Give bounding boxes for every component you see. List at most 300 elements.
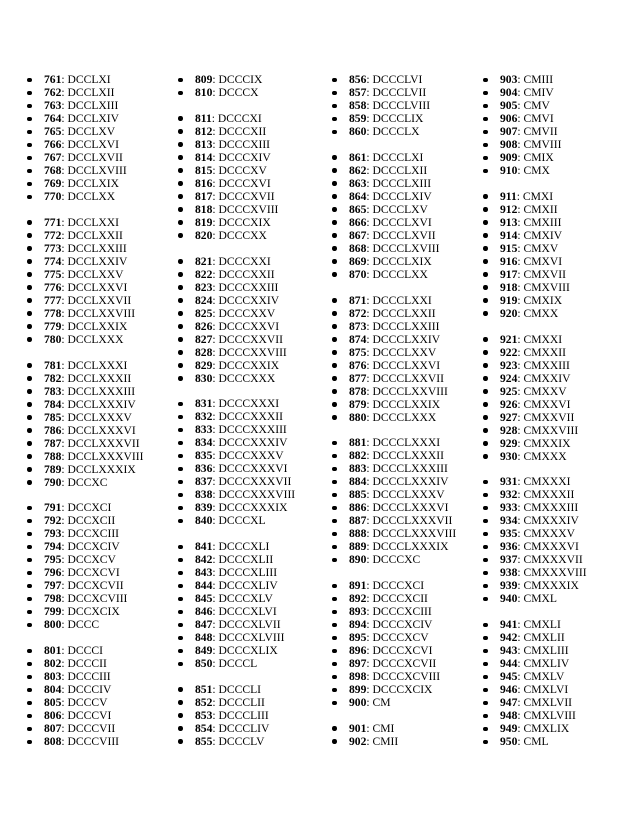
roman-numeral: CMXLVII <box>523 696 573 710</box>
list-item <box>332 203 456 216</box>
separator: : <box>517 722 524 736</box>
arabic-number: 915 <box>500 241 518 255</box>
separator: : <box>366 644 373 658</box>
arabic-number: 938 <box>500 566 518 580</box>
list-item <box>483 151 587 164</box>
separator: : <box>517 138 524 151</box>
list-item <box>178 151 295 164</box>
separator: : <box>366 721 373 735</box>
list-item <box>332 320 456 333</box>
separator: : <box>517 267 524 281</box>
roman-numeral: CMXV <box>523 241 559 255</box>
separator: : <box>61 384 68 398</box>
arabic-number: 825 <box>195 306 213 320</box>
list-item <box>332 449 456 462</box>
list-item <box>27 618 144 631</box>
list-item <box>178 346 295 359</box>
roman-numeral: DCCLXI <box>67 73 111 86</box>
roman-numeral: DCCCLI <box>218 682 262 696</box>
separator: : <box>212 319 219 333</box>
separator: : <box>366 86 373 99</box>
list-item <box>332 255 456 268</box>
list-item <box>27 553 144 566</box>
list-item <box>178 644 295 657</box>
list-item <box>483 683 587 696</box>
arabic-number: 820 <box>195 228 213 242</box>
list-item <box>178 372 295 385</box>
list-item <box>483 514 587 527</box>
separator: : <box>517 501 524 515</box>
separator: : <box>366 319 373 333</box>
list-item <box>332 372 456 385</box>
list-item <box>27 514 144 527</box>
roman-numeral: DCCCXCIV <box>372 618 433 632</box>
roman-numeral: DCCLXXXIII <box>67 384 136 398</box>
roman-numeral: DCCCXLII <box>218 553 274 567</box>
list-item <box>332 631 456 644</box>
arabic-number: 866 <box>349 215 367 229</box>
list-item <box>483 579 587 592</box>
arabic-number: 783 <box>44 384 62 398</box>
roman-numeral: DCCLXIII <box>67 99 119 112</box>
separator: : <box>61 644 68 658</box>
list-item <box>27 86 144 99</box>
separator: : <box>366 696 373 710</box>
separator: : <box>212 306 219 320</box>
list-item <box>27 709 144 722</box>
separator: : <box>366 397 373 411</box>
arabic-number: 813 <box>195 137 213 151</box>
list-item <box>483 411 587 424</box>
list-item <box>332 151 456 164</box>
roman-numeral: DCCLXXXVII <box>67 436 140 450</box>
list-item <box>332 333 456 346</box>
arabic-number: 913 <box>500 215 518 229</box>
roman-numeral: DCCCXLVI <box>218 605 277 619</box>
roman-numeral: DCCCLXI <box>372 150 424 164</box>
roman-numeral: DCCCXXIII <box>218 280 279 294</box>
list-item <box>27 605 144 618</box>
list-item <box>483 696 587 709</box>
arabic-number: 907 <box>500 125 518 138</box>
list-item <box>332 514 456 527</box>
separator: : <box>61 332 68 346</box>
list-item <box>178 462 295 475</box>
arabic-number: 782 <box>44 371 62 385</box>
separator: : <box>212 501 219 515</box>
separator: : <box>61 86 68 99</box>
separator: : <box>212 176 219 190</box>
arabic-number: 889 <box>349 540 367 554</box>
roman-numeral: CMXII <box>523 202 558 216</box>
arabic-number: 943 <box>500 644 518 658</box>
separator: : <box>61 605 68 619</box>
separator: : <box>366 345 373 359</box>
column-4 <box>483 73 587 761</box>
numeral-group <box>332 579 456 709</box>
arabic-number: 869 <box>349 254 367 268</box>
separator: : <box>366 670 373 684</box>
roman-numeral: DCCCXXXVI <box>218 462 288 476</box>
list-item <box>332 346 456 359</box>
list-item <box>27 99 144 112</box>
separator: : <box>366 189 373 203</box>
roman-numeral: DCCLXXX <box>67 332 124 346</box>
separator: : <box>517 527 524 541</box>
separator: : <box>61 177 68 190</box>
roman-numeral: DCCCXV <box>218 163 267 177</box>
arabic-number: 933 <box>500 501 518 515</box>
list-item <box>483 437 587 450</box>
arabic-number: 827 <box>195 332 213 346</box>
list-item <box>332 398 456 411</box>
arabic-number: 890 <box>349 553 367 567</box>
roman-numeral: DCCCLVIII <box>372 99 431 112</box>
roman-numeral: CMXXXIX <box>523 579 579 593</box>
separator: : <box>61 215 68 229</box>
list-item <box>483 722 587 735</box>
list-item <box>27 527 144 540</box>
arabic-number: 873 <box>349 319 367 333</box>
arabic-number: 851 <box>195 682 213 696</box>
list-item <box>332 501 456 514</box>
arabic-number: 764 <box>44 112 62 125</box>
arabic-number: 880 <box>349 410 367 424</box>
separator: : <box>212 254 219 268</box>
separator: : <box>61 228 68 242</box>
separator: : <box>517 618 524 632</box>
arabic-number: 885 <box>349 488 367 502</box>
arabic-number: 863 <box>349 176 367 190</box>
list-item <box>178 203 295 216</box>
separator: : <box>366 683 373 697</box>
arabic-number: 864 <box>349 189 367 203</box>
arabic-number: 894 <box>349 618 367 632</box>
roman-numeral: CMXXXIV <box>523 514 579 528</box>
list-item <box>178 216 295 229</box>
arabic-number: 816 <box>195 176 213 190</box>
list-item <box>332 696 456 709</box>
separator: : <box>212 592 219 606</box>
arabic-number: 914 <box>500 228 518 242</box>
separator: : <box>61 73 68 86</box>
list-item <box>483 203 587 216</box>
arabic-number: 862 <box>349 163 367 177</box>
arabic-number: 803 <box>44 670 62 684</box>
arabic-number: 778 <box>44 306 62 320</box>
arabic-number: 823 <box>195 280 213 294</box>
separator: : <box>212 540 219 554</box>
list-item <box>332 86 456 99</box>
roman-numeral: DCCCIV <box>67 683 112 697</box>
roman-numeral: DCCCXVIII <box>218 202 279 216</box>
separator: : <box>517 99 524 112</box>
arabic-number: 792 <box>44 514 62 528</box>
roman-numeral: CMXXXI <box>523 475 571 489</box>
list-item <box>27 242 144 255</box>
roman-numeral: DCCLXXXI <box>67 358 128 372</box>
arabic-number: 847 <box>195 618 213 632</box>
separator: : <box>61 527 68 541</box>
roman-numeral: CMXXVI <box>523 397 571 411</box>
list-item <box>332 112 456 125</box>
separator: : <box>366 215 373 229</box>
roman-numeral: DCCCLXVI <box>372 215 432 229</box>
list-item <box>27 112 144 125</box>
separator: : <box>61 540 68 554</box>
list-item <box>483 385 587 398</box>
separator: : <box>61 254 68 268</box>
list-item <box>483 372 587 385</box>
roman-numeral: CMIX <box>523 151 554 164</box>
column-3 <box>332 73 456 761</box>
arabic-number: 849 <box>195 644 213 658</box>
roman-numeral: DCCCLXXXVII <box>372 514 453 528</box>
roman-numeral: CMXXVII <box>523 410 575 424</box>
arabic-number: 794 <box>44 540 62 554</box>
separator: : <box>61 462 68 476</box>
separator: : <box>212 293 219 307</box>
list-item <box>178 307 295 320</box>
list-item <box>483 112 587 125</box>
separator: : <box>517 670 524 684</box>
arabic-number: 899 <box>349 683 367 697</box>
separator: : <box>212 618 219 632</box>
separator: : <box>517 332 524 346</box>
list-item <box>27 476 144 489</box>
list-item <box>483 138 587 151</box>
separator: : <box>61 112 68 125</box>
separator: : <box>212 371 219 385</box>
roman-numeral: DCCCXLVIII <box>218 631 285 645</box>
arabic-number: 944 <box>500 657 518 671</box>
list-item <box>178 359 295 372</box>
roman-numeral: DCCLXVI <box>67 138 120 151</box>
list-item <box>483 190 587 203</box>
list-item <box>178 488 295 501</box>
roman-numeral: CMIV <box>523 86 554 99</box>
separator: : <box>517 202 524 216</box>
separator: : <box>212 475 219 489</box>
separator: : <box>517 73 524 86</box>
roman-numeral: DCCCLXXIII <box>372 319 440 333</box>
list-item <box>483 644 587 657</box>
arabic-number: 791 <box>44 501 62 515</box>
separator: : <box>61 241 68 255</box>
arabic-number: 920 <box>500 306 518 320</box>
list-item <box>27 164 144 177</box>
roman-numeral: DCCXC <box>67 475 108 489</box>
roman-numeral: DCCCXXXVIII <box>218 488 296 502</box>
roman-numeral: CMXXI <box>523 332 563 346</box>
separator: : <box>61 735 68 749</box>
separator: : <box>366 73 373 86</box>
numeral-group <box>178 683 295 748</box>
arabic-number: 788 <box>44 449 62 463</box>
list-item <box>483 450 587 463</box>
separator: : <box>61 306 68 320</box>
roman-numeral: DCCLXXXIX <box>67 462 136 476</box>
arabic-number: 814 <box>195 150 213 164</box>
roman-numeral: CMXLVI <box>523 683 569 697</box>
separator: : <box>212 721 219 735</box>
arabic-number: 838 <box>195 488 213 502</box>
separator: : <box>517 228 524 242</box>
arabic-number: 947 <box>500 696 518 710</box>
roman-numeral: CMXIV <box>523 228 563 242</box>
roman-numeral: CMXLVIII <box>523 709 576 723</box>
separator: : <box>61 514 68 528</box>
arabic-number: 902 <box>349 734 367 748</box>
list-item <box>332 670 456 683</box>
list-item <box>332 605 456 618</box>
list-item <box>483 346 587 359</box>
roman-numeral: CMXLIX <box>523 722 570 736</box>
list-item <box>27 411 144 424</box>
list-item <box>27 125 144 138</box>
separator: : <box>212 215 219 229</box>
list-item <box>483 592 587 605</box>
roman-numeral: DCCCLIX <box>372 112 424 125</box>
separator: : <box>212 553 219 567</box>
roman-numeral: DCCXCVI <box>67 566 120 580</box>
separator: : <box>61 151 68 164</box>
list-item <box>27 151 144 164</box>
list-item <box>27 670 144 683</box>
roman-numeral: DCCCLXIV <box>372 189 432 203</box>
separator: : <box>61 475 68 489</box>
arabic-number: 942 <box>500 631 518 645</box>
arabic-number: 893 <box>349 605 367 619</box>
arabic-number: 931 <box>500 475 518 489</box>
arabic-number: 910 <box>500 164 518 177</box>
list-item <box>178 449 295 462</box>
list-item <box>27 501 144 514</box>
arabic-number: 897 <box>349 657 367 671</box>
separator: : <box>212 150 219 164</box>
arabic-number: 826 <box>195 319 213 333</box>
list-item <box>27 696 144 709</box>
list-item <box>483 501 587 514</box>
roman-numeral: DCCLXXI <box>67 215 120 229</box>
list-item <box>27 255 144 268</box>
separator: : <box>61 280 68 294</box>
roman-numeral: DCCCLV <box>218 734 265 748</box>
roman-numeral: DCCCXLIII <box>218 566 278 580</box>
arabic-number: 858 <box>349 99 367 112</box>
roman-numeral: CMXXIV <box>523 371 571 385</box>
list-item <box>178 579 295 592</box>
roman-numeral: CMXVI <box>523 254 563 268</box>
list-item <box>483 268 587 281</box>
separator: : <box>212 566 219 580</box>
roman-numeral: CMXXXV <box>523 527 576 541</box>
arabic-number: 780 <box>44 332 62 346</box>
list-item <box>332 644 456 657</box>
separator: : <box>517 592 524 606</box>
arabic-number: 812 <box>195 124 213 138</box>
roman-numeral: DCCLXXVIII <box>67 306 136 320</box>
arabic-number: 927 <box>500 410 518 424</box>
arabic-number: 805 <box>44 696 62 710</box>
roman-numeral: DCCLXXXIV <box>67 397 136 411</box>
separator: : <box>517 566 524 580</box>
list-item <box>178 281 295 294</box>
arabic-number: 877 <box>349 371 367 385</box>
numeral-group <box>27 73 144 203</box>
numeral-group <box>27 359 144 489</box>
roman-numeral: DCCCXXVI <box>218 319 280 333</box>
arabic-number: 802 <box>44 657 62 671</box>
roman-numeral: CMXLIV <box>523 657 570 671</box>
arabic-number: 909 <box>500 151 518 164</box>
arabic-number: 901 <box>349 721 367 735</box>
arabic-number: 925 <box>500 384 518 398</box>
separator: : <box>517 683 524 697</box>
list-item <box>332 579 456 592</box>
arabic-number: 853 <box>195 708 213 722</box>
arabic-number: 946 <box>500 683 518 697</box>
list-item <box>27 229 144 242</box>
roman-numeral: DCCLXXXVIII <box>67 449 144 463</box>
arabic-number: 850 <box>195 657 213 671</box>
arabic-number: 766 <box>44 138 62 151</box>
list-item <box>483 307 587 320</box>
roman-numeral: DCCCLXXXIII <box>372 462 448 476</box>
list-item <box>27 359 144 372</box>
roman-numeral: DCCCXCI <box>372 579 425 593</box>
numeral-group <box>332 294 456 424</box>
arabic-number: 882 <box>349 449 367 463</box>
separator: : <box>212 410 219 424</box>
separator: : <box>516 189 523 203</box>
arabic-number: 787 <box>44 436 62 450</box>
arabic-number: 786 <box>44 423 62 437</box>
list-item <box>483 333 587 346</box>
arabic-number: 771 <box>44 215 62 229</box>
separator: : <box>61 449 68 463</box>
arabic-number: 874 <box>349 332 367 346</box>
separator: : <box>61 397 68 411</box>
roman-numeral: DCCLXXXVI <box>67 423 136 437</box>
roman-numeral: DCCCXI <box>217 111 262 125</box>
separator: : <box>212 280 219 294</box>
list-item <box>178 540 295 553</box>
roman-numeral: DCCCXX <box>218 228 267 242</box>
separator: : <box>366 436 373 450</box>
separator: : <box>212 423 219 437</box>
roman-numeral: DCCLXXXII <box>67 371 132 385</box>
separator: : <box>366 579 373 593</box>
roman-numeral: DCCCLIII <box>218 708 269 722</box>
roman-numeral: CMXLIII <box>523 644 569 658</box>
numeral-group <box>27 644 144 748</box>
roman-numeral: CMI <box>372 721 395 735</box>
list-item <box>178 294 295 307</box>
arabic-number: 772 <box>44 228 62 242</box>
separator: : <box>212 436 219 450</box>
list-item <box>178 86 295 99</box>
arabic-number: 839 <box>195 501 213 515</box>
arabic-number: 810 <box>195 86 213 99</box>
separator: : <box>517 86 524 99</box>
separator: : <box>517 423 524 437</box>
arabic-number: 800 <box>44 618 62 632</box>
roman-numeral: DCCLXXIII <box>67 241 127 255</box>
roman-numeral: DCCCLX <box>372 125 420 138</box>
roman-numeral: CMXXII <box>523 345 567 359</box>
arabic-number: 773 <box>44 241 62 255</box>
